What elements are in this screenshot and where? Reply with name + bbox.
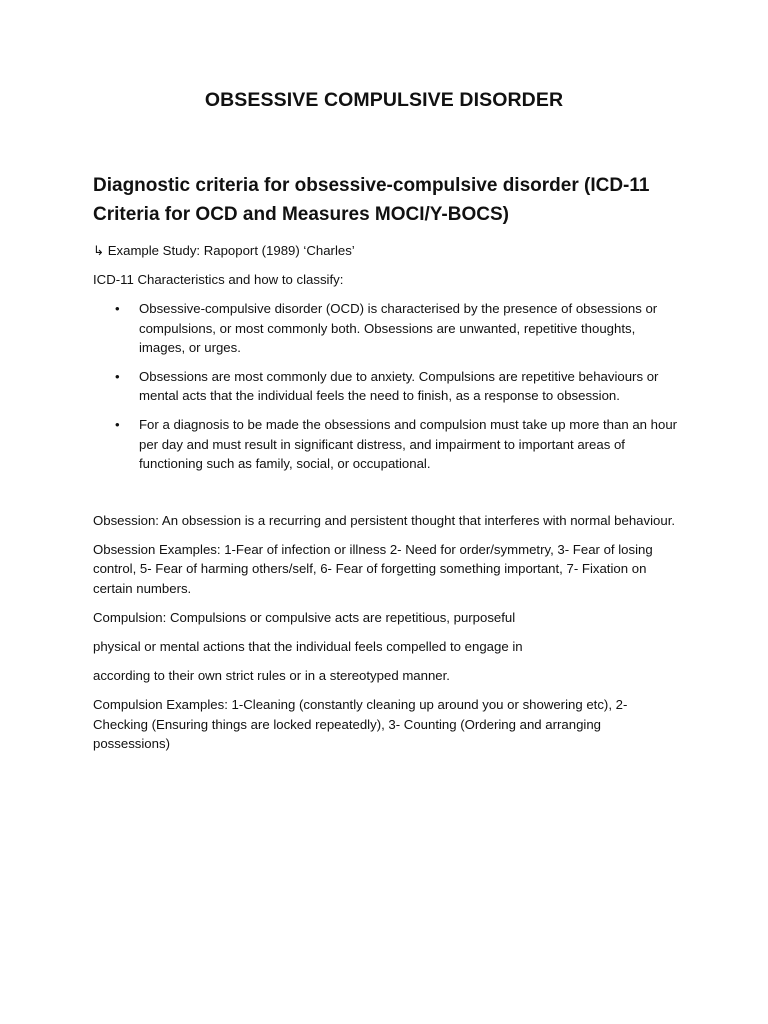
- compulsion-definition-line-2: physical or mental actions that the individual feels compelled to engage in: [93, 639, 523, 655]
- bullet-icon: •: [115, 369, 120, 385]
- example-study-line: ↳ Example Study: Rapoport (1989) ‘Charles’: [93, 243, 355, 258]
- compulsion-examples: Compulsion Examples: 1-Cleaning (constantly cleaning up around you or showering etc), 2- Checking (Ensuring things are locked repeatedly), 3- Counting (Ordering and arranging possessions): [93, 697, 628, 751]
- compulsion-definition-line-1: Compulsion: Compulsions or compulsive acts are repetitious, purposeful: [93, 609, 516, 625]
- document-body: [93, 171, 678, 763]
- section-heading: Diagnostic criteria for obsessive-compulsive disorder (ICD-11 Criteria for OCD and Measures MOCI/Y-BOCS): [93, 175, 650, 225]
- paragraph-spacer: [93, 483, 678, 511]
- list-item-text: Obsessive-compulsive disorder (OCD) is characterised by the presence of obsessions or compulsions, or most commonly both. Obsessions are unwanted, repetitive thoughts, images, or urges.: [139, 301, 658, 355]
- list-item: [93, 415, 678, 473]
- criteria-list: [93, 299, 678, 473]
- icd-intro-line: ICD-11 Characteristics and how to classify:: [93, 272, 344, 288]
- list-item: [93, 299, 678, 357]
- list-item-text: For a diagnosis to be made the obsessions and compulsion must take up more than an hour per day and must result in significant distress, and impairment to important areas of functioning such as family, social, or occupational.: [139, 417, 678, 471]
- list-item-text: Obsessions are most commonly due to anxiety. Compulsions are repetitive behaviours or mental acts that the individual feels the need to finish, as a response to obsession.: [139, 369, 659, 404]
- bullet-icon: •: [115, 301, 120, 317]
- document-title: OBSESSIVE COMPULSIVE DISORDER: [204, 89, 564, 111]
- bullet-icon: •: [115, 417, 120, 433]
- compulsion-definition-line-3: according to their own strict rules or in a stereotyped manner.: [93, 668, 450, 684]
- obsession-examples: Obsession Examples: 1-Fear of infection or illness 2- Need for order/symmetry, 3- Fear of losing control, 5- Fear of harming others/self, 6- Fear of forgetting something important, 7- Fixation on certain numbers.: [93, 542, 653, 596]
- list-item: [93, 367, 678, 405]
- obsession-definition: Obsession: An obsession is a recurring and persistent thought that interferes with normal behaviour.: [93, 513, 676, 529]
